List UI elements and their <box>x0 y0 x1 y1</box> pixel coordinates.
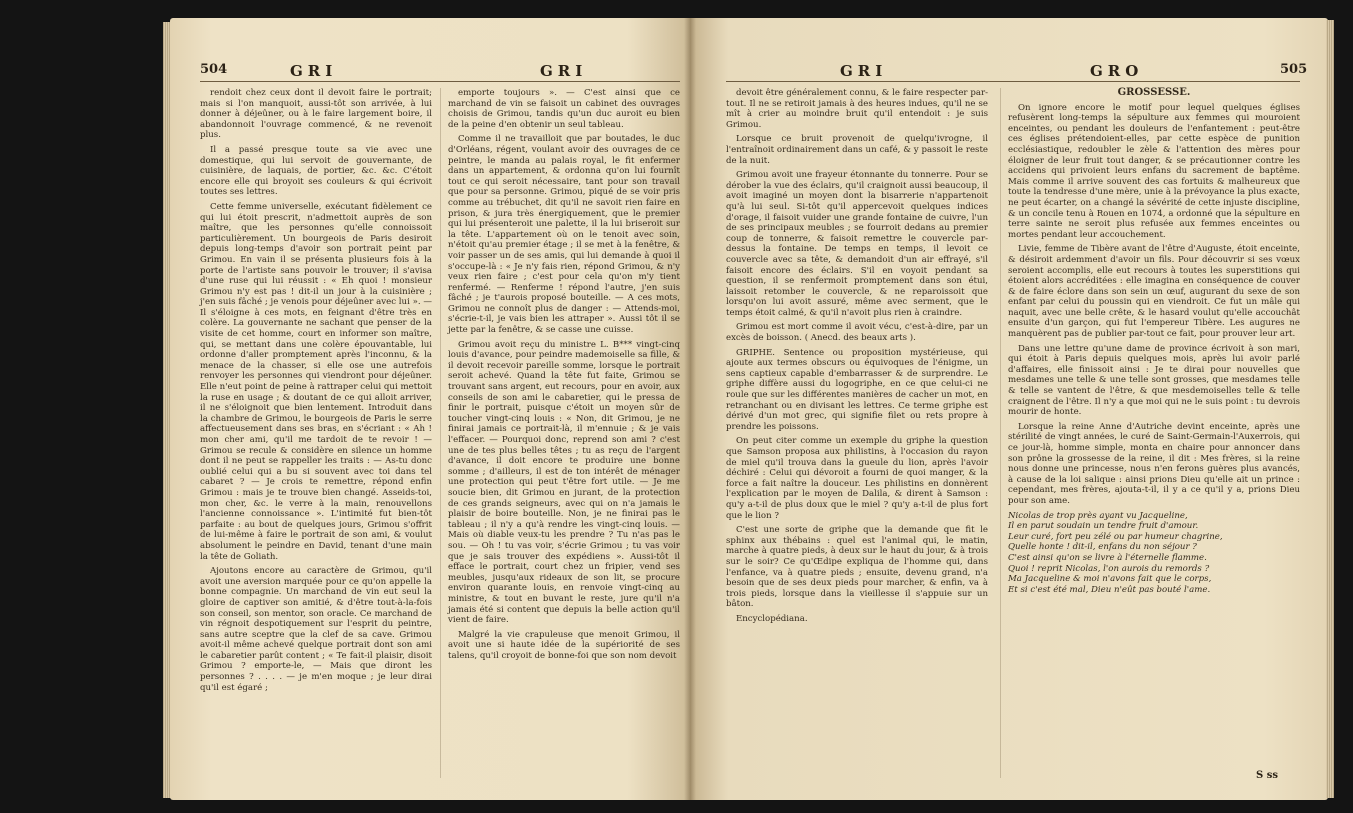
column-divider-right <box>1000 88 1001 778</box>
paragraph: Grimou est mort comme il avoit vécu, c'est-à-dire, par un excès de boisson. ( Anecd. des beaux arts ). <box>726 322 988 344</box>
paragraph: Leur curé, fort peu zélé ou par humeur chagrine, <box>1008 531 1223 542</box>
paragraph: Cette femme universelle, exécutant fidèlement ce qui lui étoit prescrit, n'admettoit auprès de son maître, que les personnes qu'elle connoissoit particulièrement. Un bourgeois de Paris desiroit depuis long-temps d'avoir son portrait peint par Grimou. En vain il se présenta plusieurs fois à la porte de l'artiste sans pouvoir le trouver; il s'avisa d'une ruse qui lui réussit : « Eh quoi ! monsieur Grimou n'y est pas ! dit-il un jour à la cuisinière ; j'en suis fâché ; je venois pour déjeûner avec lui ». — Il s'éloigne à ces mots, en feignant d'être très en colère. La gouvernante ne sachant que penser de la visite de cet homme, court en informer son maître, qui, se mettant dans une colère épouvantable, lui ordonne d'aller promptement après l'inconnu, & la menace de la chasser, si elle ose une autrefois renvoyer les personnes qui viendront pour déjeûner. Elle n'eut point de peine à rattraper celui qui mettoit la ruse en usage ; & doutant de ce qui alloit arriver, il ne s'éloignoit que bien lentement. Introduit dans la chambre de Grimou, le bourgeois de Paris le serre affectueusement dans ses bras, en s'écriant : « Ah ! mon cher ami, qu'il me tardoit de te revoir ! — Grimou se recule & considère en silence un homme dont il ne peut se rappeller les traits : — As-tu donc oublié celui qui a bu si souvent avec toi dans tel cabaret ? — Je crois te remettre, répond enfin Grimou : mais je te trouve bien changé. Asseids-toi, mon cher, &c. le verre à la main, renouvellons l'ancienne connoissance ». L'intimité fut bien-tôt parfaite : au bout de quelques jours, Grimou s'offrit de lui-même à faire le portrait de son ami, & voulut absolument le peindre en David, tenant d'une main la tête de Goliath. <box>200 201 432 562</box>
paragraph: Dans une lettre qu'une dame de province écrivoit à son mari, qui étoit à Paris depuis quelques mois, après lui avoir parlé d'affaires, elle finissoit ainsi : Je te dirai pour nouvelles que mesdames une telle & une telle sont grosses, que mesdames telle & telle se vantent de l'être, & que mesdemoiselles telle & telle craignent de l'être. Il n'y a que moi qui ne le suis point : tu devrois mourir de honte. <box>1008 343 1300 418</box>
paragraph: GRIPHE. Sentence ou proposition mystérieuse, qui ajoute aux termes obscurs ou équivoques de l'énigme, un sens captieux capable d'embarrasser & de surprendre. Le griphe diffère aussi du logogriphe, en ce que celui-ci ne roule que sur les différentes manières de cacher un mot, en retranchant ou en divisant les lettres. Ce terme griphe est dérivé d'un mot grec, qui signifie filet ou rets propre à prendre les poissons. <box>726 347 988 432</box>
right-column-2 <box>1008 88 1300 595</box>
paragraph: devoit être généralement connu, & le faire respecter par-tout. Il ne se retiroit jamais à des heures indues, qu'il ne se mît à crier au moindre bruit qu'il entendoit : je suis Grimou. <box>726 88 988 130</box>
left-column-2 <box>448 88 680 665</box>
paragraph: Grimou avoit une frayeur étonnante du tonnerre. Pour se dérober la vue des éclairs, qu'il craignoit aussi beaucoup, il avoit imaginé un moyen dont la bisarrerie n'appartenoit qu'à lui seul. Si-tôt qu'il appercevoit quelques indices d'orage, il faisoit vuider une grande fontaine de cuivre, l'un de ses principaux meubles ; se fourroit dedans au premier coup de tonnerre, & faisoit remettre le couvercle par-dessus la fontaine. De temps en temps, il levoit ce couvercle avec sa tête, & demandoit d'un air effrayé, s'il faisoit encore des éclairs. S'il en voyoit pendant sa question, il se renfermoit promptement dans son étui, laissoit retomber le couvercle, & ne reparoissoit que lorsqu'on lui avoit assuré, même avec serment, que le temps étoit calmé, & qu'il n'avoit plus rien à craindre. <box>726 170 988 318</box>
running-head-right-b: GRO <box>1090 62 1144 80</box>
paragraph: Quelle honte ! dit-il, enfans du non séjour ? <box>1008 542 1197 553</box>
page-number-left: 504 <box>200 62 228 77</box>
paragraph: Malgré la vie crapuleuse que menoit Grimou, il avoit une si haute idée de la supériorité de ses talens, qu'il croyoit de bonne-foi que son nom devoit <box>448 629 680 661</box>
paragraph: Lorsque ce bruit provenoit de quelqu'ivrogne, il l'entraînoit ordinairement dans un café, & y passoit le reste de la nuit. <box>726 134 988 166</box>
paragraph: Et si c'est été mal, Dieu n'eût pas bouté l'ame. <box>1008 584 1211 595</box>
paragraph: Il a passé presque toute sa vie avec une domestique, qui lui servoit de gouvernante, de cuisinière, de laquais, de portier, &c. &c. C'étoit encore elle qui broyoit ses couleurs & qui écrivoit toutes ses lettres. <box>200 144 432 198</box>
section-heading-grossesse: GROSSESSE. <box>1117 87 1191 98</box>
paragraph: Grimou avoit reçu du ministre L. B*** vingt-cinq louis d'avance, pour peindre mademoiselle sa fille, & il devoit recevoir pareille somme, lorsque le portrait seroit achevé. Quand la tête fut faite, Grimou se trouvant sans argent, eut recours, pour en avoir, aux conseils de son ami le cabaretier, qui le pressa de finir le portrait, puisque c'étoit un moyen sûr de toucher vingt-cinq louis : « Non, dit Grimou, je ne finirai jamais ce portrait-là, il m'ennuie ; & je vais l'effacer. — Pourquoi donc, reprend son ami ? c'est une de tes plus belles têtes ; tu as reçu de l'argent d'avance, il doit encore te produire une bonne somme ; d'ailleurs, il est de ton intérêt de ménager une protection qui peut t'être fort utile. — Je me soucie bien, dit Grimou en jurant, de la protection de ces grands seigneurs, avec qui on n'a jamais le plaisir de boire bouteille. Non, je ne finirai pas le tableau ; il n'y a qu'à rendre les vingt-cinq louis. — Mais où diable veux-tu les prendre ? Tu n'as pas le sou. — Oh ! tu vas voir, s'écrie Grimou ; tu vas voir que je sais trouver des expédiens ». Aussi-tôt il efface le portrait, court chez un fripier, vend ses meubles, jusqu'aux rideaux de son lit, se procure environ quarante louis, en renvoie vingt-cinq au ministre, & tout en buvant le reste, jure qu'il n'a jamais été si content que depuis la belle action qu'il vient de faire. <box>448 339 680 626</box>
paragraph: Comme il ne travailloit que par boutades, le duc d'Orléans, régent, voulant avoir des ouvrages de ce peintre, le manda au palais royal, le fit enfermer dans un appartement, & ordonna qu'on lui fournît tout ce qui seroit nécessaire, tant pour son travail que pour sa personne. Grimou, piqué de se voir pris comme au trébuchet, dit qu'il ne savoit rien faire en prison, & jura très énergiquement, que le premier qui lui présenteroit une palette, il la lui briseroit sur la tête. L'appartement où on le tenoit avec soin, n'étoit qu'au premier étage ; il se met à la fenêtre, & voir passer un de ses amis, qui lui demande à quoi il s'occupe-là : « Je n'y fais rien, répond Grimou, & n'y veux rien faire ; c'est pour cela qu'on m'y tient renfermé. — Renferme ! répond l'autre, j'en suis fâché ; je t'aurois proposé bouteille. — A ces mots, Grimou ne connoît plus de danger : — Attends-moi, s'écrie-t-il, je vais bien les attraper ». Aussi tôt il se jette par la fenêtre, & se casse une cuisse. <box>448 134 680 336</box>
paragraph: emporte toujours ». — C'est ainsi que ce marchand de vin se faisoit un cabinet des ouvrages choisis de Grimou, tandis qu'un duc auroit eu bien de la peine d'en obtenir un seul tableau. <box>448 88 680 130</box>
paragraph: C'est ainsi qu'on se livre à l'éternelle flamme. <box>1008 552 1207 563</box>
paragraph: Livie, femme de Tibère avant de l'être d'Auguste, étoit enceinte, & désiroit ardemment d'avoir un fils. Pour découvrir si ses vœux seroient accomplis, elle eut recours à toutes les superstitions qui étoient alors accréditées : elle imagina en conséquence de couver & de faire éclore dans son sein un œuf, augurant du sexe de son enfant par celui du poussin qui en viendroit. Ce fut un mâle qui naquit, avec une belle crête, & le hasard voulut qu'elle accouchât ensuite d'un garçon, qui fut l'empereur Tibère. Les augures ne manquèrent pas de publier par-tout ce fait, pour prouver leur art. <box>1008 244 1300 340</box>
paragraph: Encyclopédiana. <box>736 613 808 624</box>
running-head-left-b: GRI <box>540 62 588 80</box>
paragraph: Ma Jacqueline & moi n'avons fait que le corps, <box>1008 574 1212 585</box>
left-page <box>170 18 690 800</box>
signature-mark: S ss <box>1256 770 1278 781</box>
paragraph: C'est une sorte de griphe que la demande que fit le sphinx aux thébains : quel est l'animal qui, le matin, marche à quatre pieds, à deux sur le haut du jour, & à trois sur le soir? Ce qu'Œdipe expliqua de l'homme qui, dans l'enfance, va à quatre pieds ; ensuite, devenu grand, n'a besoin que de ses deux pieds pour marcher, & enfin, va à trois pieds, lorsque dans la vieillesse il s'appuie sur un bâton. <box>726 525 988 610</box>
paragraph: Nicolas de trop près ayant vu Jacqueline, <box>1008 510 1188 521</box>
header-rule-right <box>726 81 1300 82</box>
paragraph: On ignore encore le motif pour lequel quelques églises refusèrent long-temps la sépulture aux femmes qui mouroient enceintes, ou pendant les douleurs de l'enfantement : peut-être ces églises prétendoient-elles, par cette espèce de punition ecclésiastique, redoubler le zèle & l'attention des mères pour éloigner de leur fruit tout danger, & se précautionner contre les accidens qui privoient leurs enfans du sacrement de baptême. Mais comme il arrive souvent des cas fortuits & malheureux que toute la tendresse d'une mère, unie à la prévoyance la plus exacte, ne peut écarter, on a changé la sévérité de cette injuste discipline, & un concile tenu à Rouen en 1074, a ordonné que la sépulture en terre sainte ne seroit plus refusée aux femmes enceintes ou mortes pendant leur accouchement. <box>1008 102 1300 240</box>
paragraph: Ajoutons encore au caractère de Grimou, qu'il avoit une aversion marquée pour ce qu'on appelle la bonne compagnie. Un marchand de vin eut seul la gloire de captiver son amitié, & d'être tout-à-la-fois son conseil, son mentor, son oracle. Ce marchand de vin régnoit despotiquement sur l'esprit du peintre, sans autre sceptre que la clef de sa cave. Grimou avoit-il même achevé quelque portrait dont son ami le cabaretier parût content ; « Te fait-il plaisir, disoit Grimou ? emporte-le, — Mais que diront les personnes ? . . . . — je m'en moque ; je leur dirai qu'il est égaré ; <box>200 566 432 693</box>
paragraph: On peut citer comme un exemple du griphe la question que Samson proposa aux philistins, à l'occasion du rayon de miel qu'il trouva dans la gueule du lion, après l'avoir déchiré : Celui qui dévoroit a fourni de quoi manger, & la force a fait naître la douceur. Les philistins en donnèrent l'explication par le moyen de Dalila, & dirent à Samson : qu'y a-t-il de plus doux que le miel ? qu'y a-t-il de plus fort que le lion ? <box>726 436 988 521</box>
header-rule-left <box>200 81 680 82</box>
running-head-right-a: GRI <box>840 62 888 80</box>
right-page <box>690 18 1328 800</box>
paragraph: rendoit chez ceux dont il devoit faire le portrait; mais si l'on manquoit, aussi-tôt son arrivée, à lui donner à déjeûner, ou à le faire largement boire, il abandonnoit l'ouvrage commencé, & ne revenoit plus. <box>200 88 432 141</box>
left-column-1 <box>200 88 432 697</box>
paragraph: Lorsque la reine Anne d'Autriche devint enceinte, après une stérilité de vingt années, le curé de Saint-Germain-l'Auxerrois, qui ce jour-là, homme simple, monta en chaire pour annoncer dans son prône la grossesse de la reine, il dit : Mes frères, si la reine nous donne une princesse, nous n'en ferons guères plus avancés, à cause de la loi salique : ainsi prions Dieu qu'elle ait un prince : cependant, mes frères, ajouta-t-il, il y a ce qu'il y a, prions Dieu pour son ame. <box>1008 421 1300 506</box>
column-divider-left <box>440 88 441 778</box>
running-head-left-a: GRI <box>290 62 338 80</box>
book-fore-edge-right <box>1326 20 1334 798</box>
page-number-right: 505 <box>1280 62 1308 77</box>
right-column-1 <box>726 88 988 629</box>
book-spine-shadow <box>684 18 696 800</box>
paragraph: Il en parut soudain un tendre fruit d'amour. <box>1008 521 1199 532</box>
paragraph: Quoi ! reprit Nicolas, l'on aurois du remords ? <box>1008 563 1210 574</box>
